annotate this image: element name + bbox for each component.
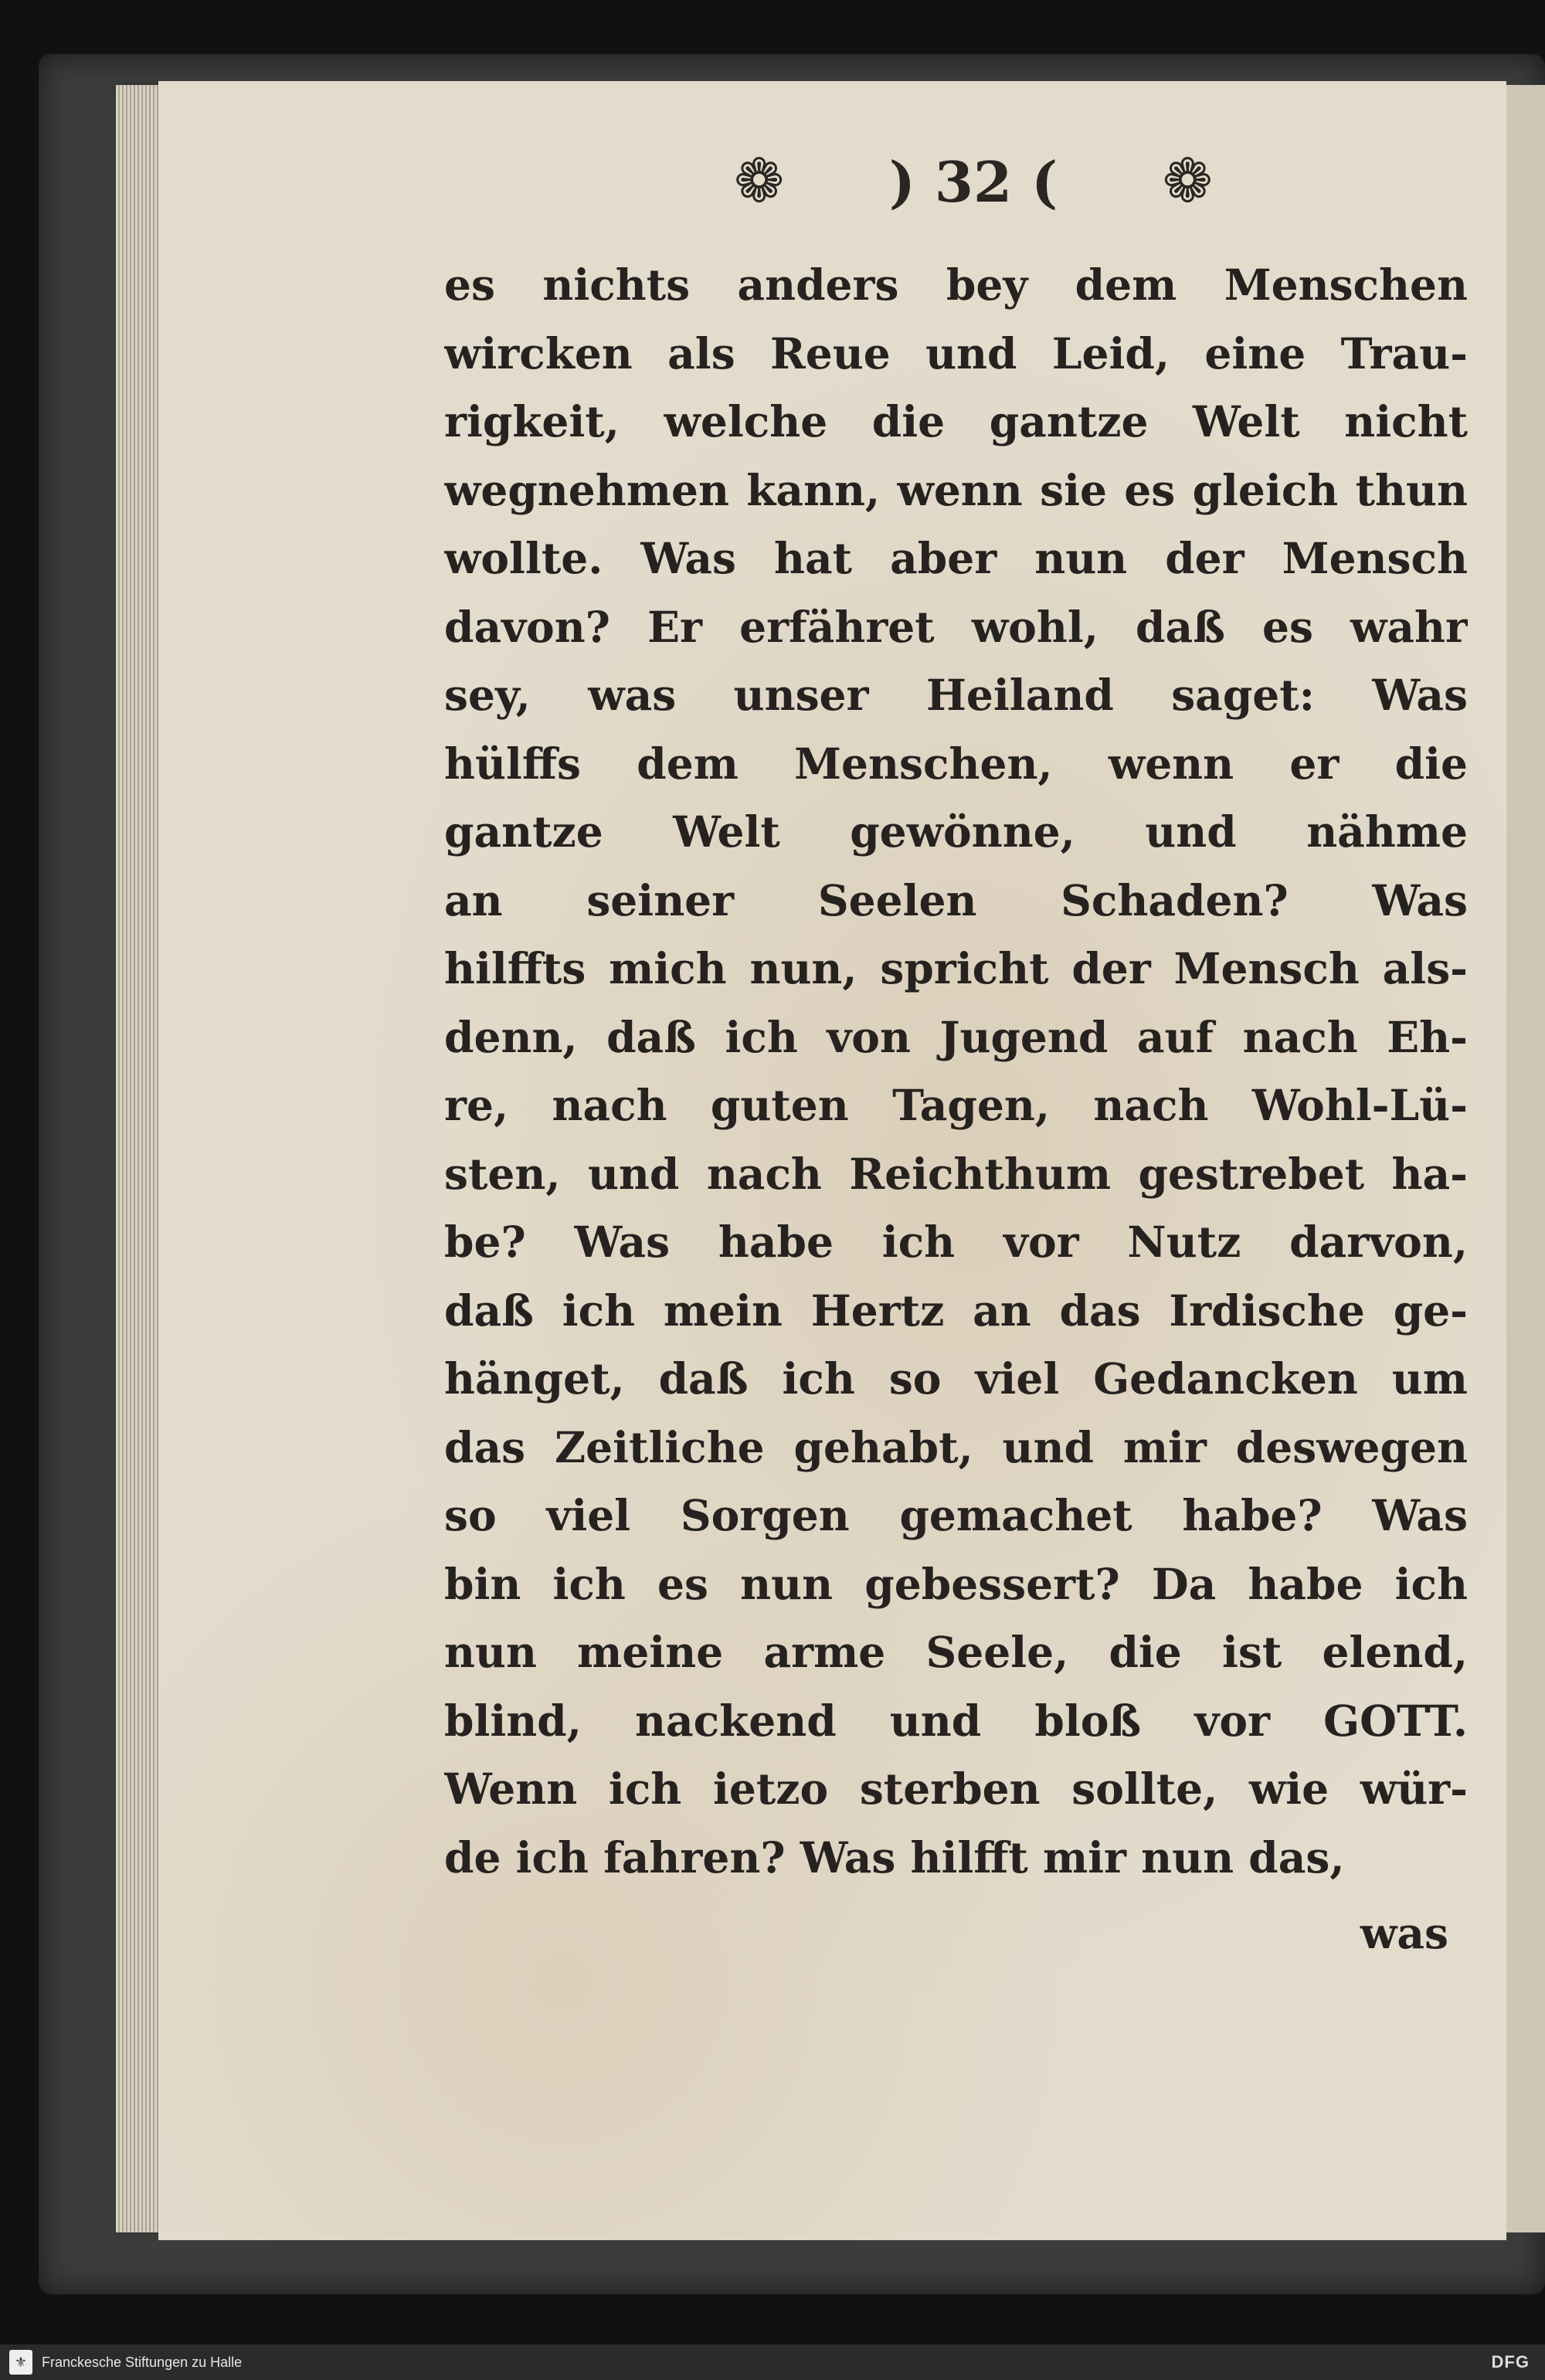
text-line: de ich fahren? Was hilfft mir nun das, — [444, 1832, 1345, 1883]
text-line: blind, nackend und bloß vor GOTT. — [444, 1695, 1468, 1746]
rosette-ornament-left-icon: ❁ — [734, 147, 785, 216]
text-line: wollte. Was hat aber nun der Mensch — [444, 533, 1468, 583]
funder-logo: DFG — [1491, 2352, 1530, 2372]
page-number: ) 32 ( — [888, 148, 1058, 215]
page-stack-edges — [116, 85, 162, 2232]
body-text — [444, 251, 1468, 1892]
text-line: sten, und nach Reichthum gestrebet ha- — [444, 1148, 1468, 1199]
text-line: wircken als Reue und Leid, eine Trau- — [444, 328, 1468, 379]
text-line: sey, was unser Heiland saget: Was — [444, 670, 1468, 720]
text-line: re, nach guten Tagen, nach Wohl-Lü- — [444, 1080, 1468, 1130]
facing-page-edge — [1506, 85, 1545, 2232]
institution-logo-icon: ⚜ — [9, 2350, 32, 2375]
catchword: was — [1360, 1908, 1448, 1958]
text-line: daß ich mein Hertz an das Irdische ge- — [444, 1285, 1468, 1336]
text-line: hänget, daß ich so viel Gedancken um — [444, 1353, 1468, 1404]
page-header — [734, 147, 1213, 216]
text-line: denn, daß ich von Jugend auf nach Eh- — [444, 1011, 1468, 1062]
text-line: so viel Sorgen gemachet habe? Was — [444, 1490, 1468, 1540]
text-line: hilffts mich nun, spricht der Mensch als- — [444, 943, 1468, 993]
text-line: davon? Er erfähret wohl, daß es wahr — [444, 601, 1468, 652]
text-line: es nichts anders bey dem Menschen — [444, 260, 1468, 310]
institution-name: Franckesche Stiftungen zu Halle — [42, 2354, 243, 2370]
text-line: be? Was habe ich vor Nutz darvon, — [444, 1217, 1468, 1267]
rosette-ornament-right-icon: ❁ — [1162, 147, 1213, 216]
footer-bar — [0, 2344, 1545, 2380]
text-line: nun meine arme Seele, die ist elend, — [444, 1627, 1468, 1677]
text-line: an seiner Seelen Schaden? Was — [444, 874, 1468, 925]
text-line: wegnehmen kann, wenn sie es gleich thun — [444, 464, 1468, 515]
text-line: bin ich es nun gebessert? Da habe ich — [444, 1558, 1468, 1609]
text-line: das Zeitliche gehabt, und mir deswegen — [444, 1421, 1468, 1472]
text-line: rigkeit, welche die gantze Welt nicht — [444, 396, 1468, 446]
text-line: gantze Welt gewönne, und nähme — [444, 806, 1468, 857]
text-line: hülffs dem Menschen, wenn er die — [444, 738, 1468, 789]
text-line: Wenn ich ietzo sterben sollte, wie wür- — [444, 1764, 1468, 1814]
